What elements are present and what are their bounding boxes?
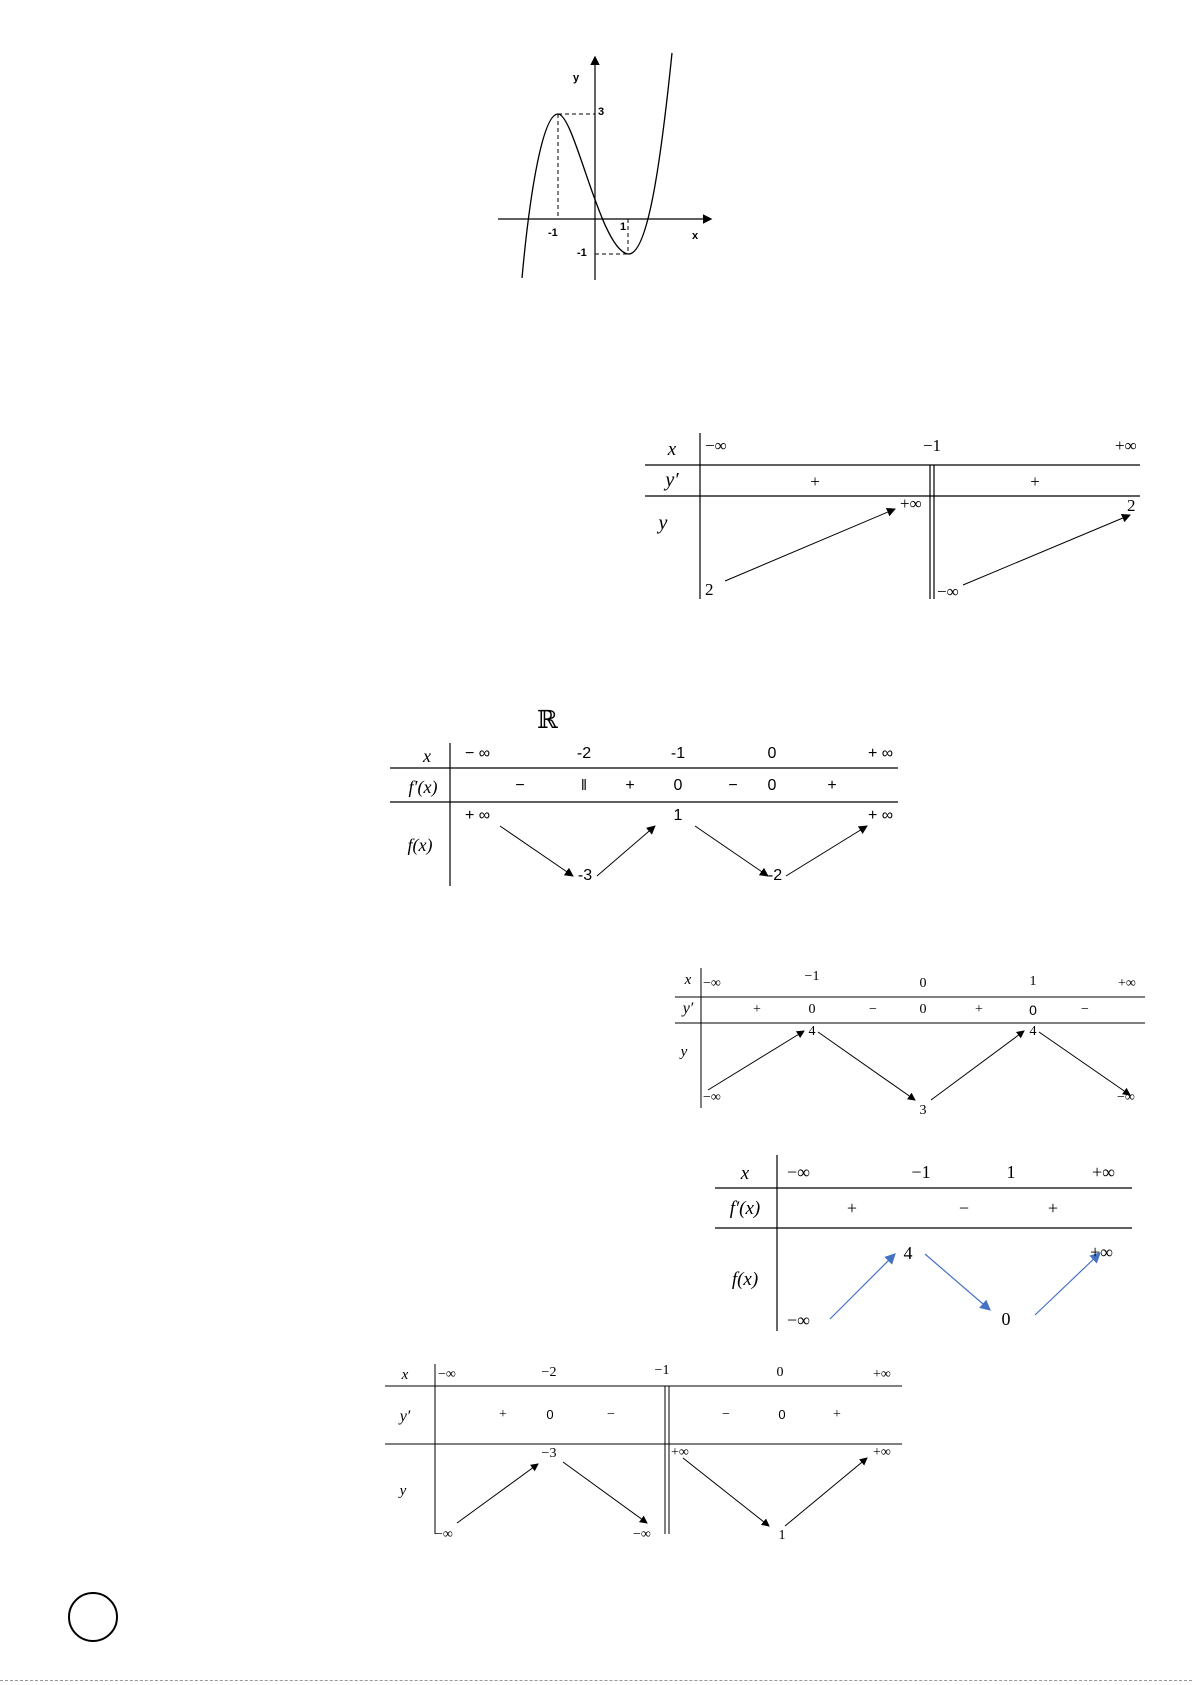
y-value: −∞ xyxy=(937,582,959,601)
row-label-function: f(x) xyxy=(731,1269,759,1290)
x-value: 1 xyxy=(1029,974,1037,989)
x-value: +∞ xyxy=(873,1367,891,1382)
derivative-sign: + xyxy=(827,777,837,794)
arrow-up-1 xyxy=(597,826,655,876)
derivative-sign: + xyxy=(846,1198,858,1218)
x-value: + ∞ xyxy=(868,745,894,762)
arrow-up-2 xyxy=(785,1458,867,1526)
y-value: −∞ xyxy=(633,1527,651,1542)
arrow-down-1 xyxy=(818,1032,915,1100)
y-value: 2 xyxy=(1127,496,1136,515)
f-value: -3 xyxy=(577,867,593,884)
derivative-sign: + xyxy=(1047,1198,1059,1218)
derivative-sign: − xyxy=(722,1407,730,1422)
real-numbers-symbol: ℝ xyxy=(537,707,558,734)
row-label-derivative: f′(x) xyxy=(408,777,438,797)
y-value: 2 xyxy=(705,580,714,599)
arrow-down-2 xyxy=(1039,1032,1130,1095)
row-label-function: y xyxy=(399,1483,407,1499)
variation-table-2 xyxy=(390,740,900,890)
arrow-up-2 xyxy=(963,515,1130,585)
derivative-sign: + xyxy=(499,1407,507,1422)
y-max-label: 3 xyxy=(598,106,605,118)
x-value: +∞ xyxy=(1118,976,1136,991)
x-value: +∞ xyxy=(1115,436,1137,455)
f-value: 0 xyxy=(1001,1309,1011,1329)
x-value: -2 xyxy=(576,745,592,762)
variation-table-4 xyxy=(715,1155,1135,1335)
x-left-label: -1 xyxy=(548,227,558,239)
arrow-down-1 xyxy=(500,826,573,876)
derivative-sign: + xyxy=(625,777,635,794)
x-value: 0 xyxy=(767,745,777,762)
y-value: +∞ xyxy=(671,1445,689,1460)
arrow-up-1 xyxy=(457,1464,538,1523)
derivative-sign: 0 xyxy=(767,777,777,794)
derivative-sign: − xyxy=(958,1198,970,1218)
row-label-function: y xyxy=(658,512,668,534)
y-value: −∞ xyxy=(703,1090,721,1105)
f-value: + ∞ xyxy=(465,807,491,824)
page-bottom-rule xyxy=(0,1680,1192,1681)
y-value: −3 xyxy=(541,1446,557,1461)
x-value: 0 xyxy=(776,1365,784,1380)
derivative-sign: 0 xyxy=(919,1002,927,1017)
derivative-sign: 0 xyxy=(1029,1002,1037,1018)
derivative-sign: 0 xyxy=(546,1407,554,1422)
x-value: −1 xyxy=(911,1162,931,1182)
row-label-derivative: y′ xyxy=(665,469,679,491)
x-value: −1 xyxy=(922,436,942,455)
cubic-curve xyxy=(522,53,672,278)
derivative-sign: − xyxy=(728,777,738,794)
f-value: +∞ xyxy=(1090,1242,1113,1262)
row-label-x: x xyxy=(740,1163,750,1184)
table-1-lines xyxy=(645,433,1145,603)
row-label-derivative: y′ xyxy=(682,1000,694,1017)
table-3-lines xyxy=(675,965,1155,1125)
arrow-up-2 xyxy=(931,1031,1024,1100)
f-value: 4 xyxy=(903,1243,913,1263)
y-axis-label: y xyxy=(573,72,580,84)
y-value: −∞ xyxy=(1117,1090,1135,1105)
derivative-sign: 0 xyxy=(808,1002,816,1017)
x-value: −∞ xyxy=(703,976,721,991)
graph-canvas xyxy=(495,50,720,285)
y-value: +∞ xyxy=(873,1445,891,1460)
y-value: 1 xyxy=(778,1528,786,1543)
variation-table-3 xyxy=(675,965,1155,1125)
variation-table-1 xyxy=(645,433,1145,603)
x-value: 0 xyxy=(919,976,927,991)
arrow-up-2 xyxy=(1035,1253,1100,1315)
f-value: −∞ xyxy=(787,1310,810,1330)
x-axis-label: x xyxy=(692,230,699,242)
row-label-x: x xyxy=(684,972,692,988)
variation-table-5 xyxy=(385,1358,905,1548)
row-label-derivative: y′ xyxy=(399,1408,411,1425)
derivative-sign: − xyxy=(515,777,525,794)
row-label-function: f(x) xyxy=(407,835,433,855)
x-value: -1 xyxy=(670,745,686,762)
derivative-sign: + xyxy=(1030,472,1040,491)
y-value: 4 xyxy=(1029,1024,1037,1039)
derivative-sign: 0 xyxy=(673,777,683,794)
derivative-sign: + xyxy=(833,1407,841,1422)
y-value: +∞ xyxy=(900,494,922,513)
arrow-up-2 xyxy=(786,826,867,876)
y-value: 4 xyxy=(808,1024,816,1039)
arrow-down-1 xyxy=(925,1254,990,1310)
f-value: -2 xyxy=(767,867,783,884)
row-label-x: x xyxy=(401,1367,409,1383)
derivative-sign: ‖ xyxy=(580,777,588,794)
arrow-down-2 xyxy=(683,1458,769,1526)
x-value: −1 xyxy=(804,969,820,984)
y-min-label: -1 xyxy=(577,247,587,259)
row-label-x: x xyxy=(667,439,677,460)
x-value: −∞ xyxy=(705,436,727,455)
f-value: + ∞ xyxy=(868,807,894,824)
x-value: −2 xyxy=(541,1365,557,1380)
arrow-up-1 xyxy=(830,1254,895,1319)
arrow-up-1 xyxy=(725,509,895,581)
row-label-x: x xyxy=(423,746,431,766)
arrow-up-1 xyxy=(708,1031,804,1090)
derivative-sign: + xyxy=(753,1002,761,1017)
table-5-lines xyxy=(385,1358,905,1548)
row-label-derivative: f′(x) xyxy=(729,1198,761,1219)
x-value: −1 xyxy=(654,1363,670,1378)
y-value: −∞ xyxy=(435,1527,453,1542)
table-4-lines xyxy=(715,1155,1135,1335)
page-number-circle xyxy=(68,1592,118,1642)
x-value: −∞ xyxy=(787,1162,810,1182)
y-value: 3 xyxy=(919,1103,927,1118)
x-value: − ∞ xyxy=(465,745,491,762)
x-right-label: 1 xyxy=(620,221,627,233)
f-value: 1 xyxy=(673,807,683,824)
cubic-graph xyxy=(495,50,720,285)
arrow-down-2 xyxy=(695,826,768,876)
derivative-sign: 0 xyxy=(778,1407,786,1422)
derivative-sign: − xyxy=(869,1002,877,1017)
derivative-sign: + xyxy=(975,1002,983,1017)
arrow-down-1 xyxy=(563,1462,647,1523)
derivative-sign: + xyxy=(810,472,820,491)
x-value: +∞ xyxy=(1092,1162,1115,1182)
row-label-function: y xyxy=(680,1044,688,1060)
x-value: −∞ xyxy=(438,1367,456,1382)
derivative-sign: − xyxy=(607,1407,615,1422)
derivative-sign: − xyxy=(1081,1002,1089,1017)
x-value: 1 xyxy=(1006,1162,1016,1182)
